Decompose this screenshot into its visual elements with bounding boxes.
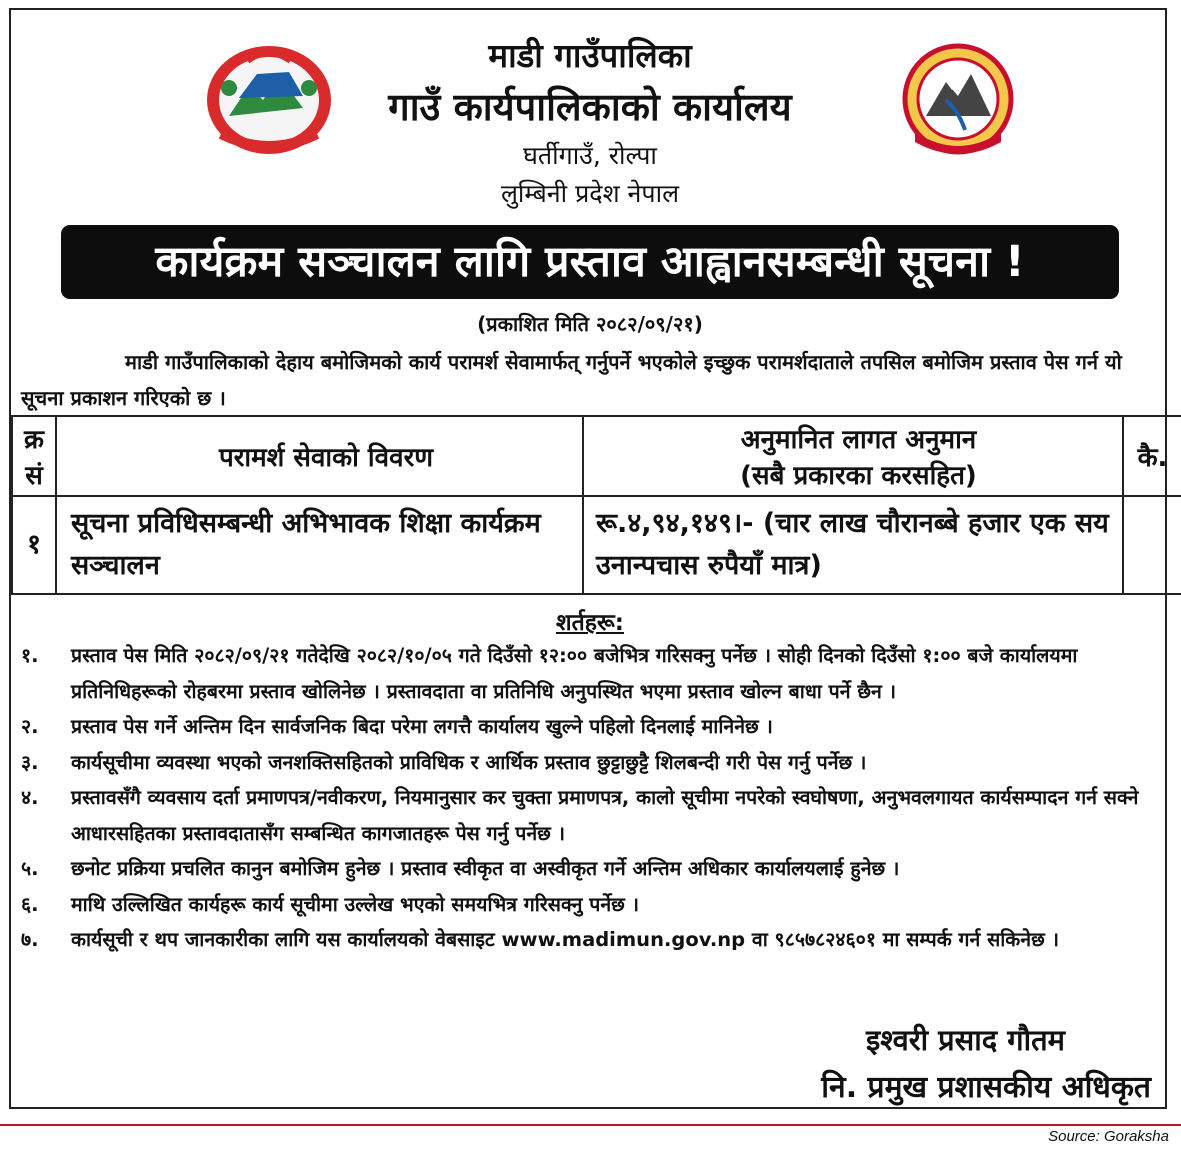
term-text: प्रस्तावसँगै व्यवसाय दर्ता प्रमाणपत्र/नवीकरण, नियमानुसार कर चुक्ता प्रमाणपत्र, कालो सूचीमा नपरेको स्वघोषणा, अनुभवलगायत कार्यसम्पादन गर्न सक्ने आधारसहितका प्रस्तावदातासँग सम्बन्धित कागजातहरू पेस गर्नु पर्नेछ । [71, 786, 1139, 845]
header-serial-number: क्र सं [12, 416, 56, 496]
terms-list [21, 638, 1159, 958]
term-number: ७. [21, 928, 39, 951]
term-text: कार्यसूची र थप जानकारीका लागि यस कार्यालयको वेबसाइट www.madimun.gov.np वा ९८५७८२४६०१ मा सम्पर्क गर्न सकिनेछ । [71, 928, 1059, 951]
list-item [21, 887, 1159, 923]
cell-remarks [1123, 496, 1181, 594]
service-table [11, 415, 1181, 595]
signatory-title: नि. प्रमुख प्रशासकीय अधिकृत [821, 1070, 1151, 1105]
list-item [21, 638, 1159, 709]
term-number: २. [21, 715, 39, 738]
term-text: छनोट प्रक्रिया प्रचलित कानुन बमोजिम हुनेछ । प्रस्ताव स्वीकृत वा अस्वीकृत गर्ने अन्तिम अधिकार कार्यालयलाई हुनेछ । [71, 857, 900, 880]
province-country: लुम्बिनी प्रदेश नेपाल [500, 179, 680, 208]
terms-heading: शर्तहरू: [555, 610, 625, 636]
header-description: परामर्श सेवाको विवरण [56, 416, 583, 496]
term-number: ५. [21, 857, 39, 880]
notice-frame [9, 8, 1167, 1109]
term-number: ४. [21, 786, 39, 809]
term-number: ३. [21, 750, 39, 774]
header-estimated-cost [583, 416, 1123, 496]
notice-title-banner: कार्यक्रम सञ्चालन लागि प्रस्ताव आह्वानसम्बन्धी सूचना ! [61, 225, 1119, 299]
office-name: गाउँ कार्यपालिकाको कार्यालय [388, 85, 792, 129]
intro-paragraph: माडी गाउँपालिकाको देहाय बमोजिमको कार्य परामर्श सेवामार्फत् गर्नुपर्ने भएकोले इच्छुक परामर्शदाताले तपसिल बमोजिम प्रस्ताव पेस गर्न यो सूचना प्रकाशन गरिएको छ । [21, 350, 1122, 410]
table-row [12, 496, 1181, 594]
term-text: कार्यसूचीमा व्यवस्था भएको जनशक्तिसहितको प्राविधिक र आर्थिक प्रस्ताव छुट्टाछुट्टै शिलबन्दी गरी पेस गर्नु पर्नेछ । [71, 750, 867, 774]
cell-description: सूचना प्रविधिसम्बन्धी अभिभावक शिक्षा कार्यक्रम सञ्चालन [56, 496, 583, 594]
term-number: ६. [21, 892, 39, 916]
office-address: घर्तीगाउँ, रोल्पा [523, 141, 657, 170]
list-item [21, 745, 1159, 781]
cell-serial-number: १ [12, 496, 56, 594]
list-item [21, 780, 1159, 851]
term-text: प्रस्ताव पेस गर्ने अन्तिम दिन सार्वजनिक बिदा परेमा लगत्तै कार्यालय खुल्ने पहिलो दिनलाई मानिनेछ । [71, 715, 773, 738]
table-header-row [12, 416, 1181, 496]
term-number: १. [21, 644, 39, 667]
footer-divider [0, 1124, 1181, 1126]
header-remarks: कै. [1123, 416, 1181, 496]
list-item [21, 922, 1159, 958]
signatory-name: इश्वरी प्रसाद गौतम [866, 1023, 1065, 1057]
list-item [21, 709, 1159, 745]
publish-date: (प्रकाशित मिति २०८२/०९/२१) [477, 312, 703, 336]
header-cost-line2: (सबै प्रकारका करसहित) [740, 461, 977, 491]
cell-estimated-cost: रू.४,९४,१४९।- (चार लाख चौरानब्बे हजार एक सय उनान्पचास रुपैयाँ मात्र) [583, 496, 1123, 594]
source-credit: Source: Goraksha [1048, 1128, 1169, 1145]
list-item [21, 851, 1159, 887]
header-cost-line1: अनुमानित लागत अनुमान [740, 425, 977, 455]
term-text: प्रस्ताव पेस मिति २०८२/०९/२१ गतेदेखि २०८२/१०/०५ गते दिउँसो १२:०० बजेभित्र गरिसक्नु पर्नेछ । सोही दिनको दिउँसो १:०० बजे कार्यालयमा प्रतिनिधिहरूको रोहबरमा प्रस्ताव खोलिनेछ । प्रस्तावदाता वा प्रतिनिधि अनुपस्थित भएमा प्रस्ताव खोल्न बाधा पर्ने छैन । [71, 644, 1078, 703]
term-text: माथि उल्लिखित कार्यहरू कार्य सूचीमा उल्लेख भएको समयभित्र गरिसक्नु पर्नेछ । [71, 892, 639, 916]
municipality-name: माडी गाउँपालिका [488, 36, 692, 75]
